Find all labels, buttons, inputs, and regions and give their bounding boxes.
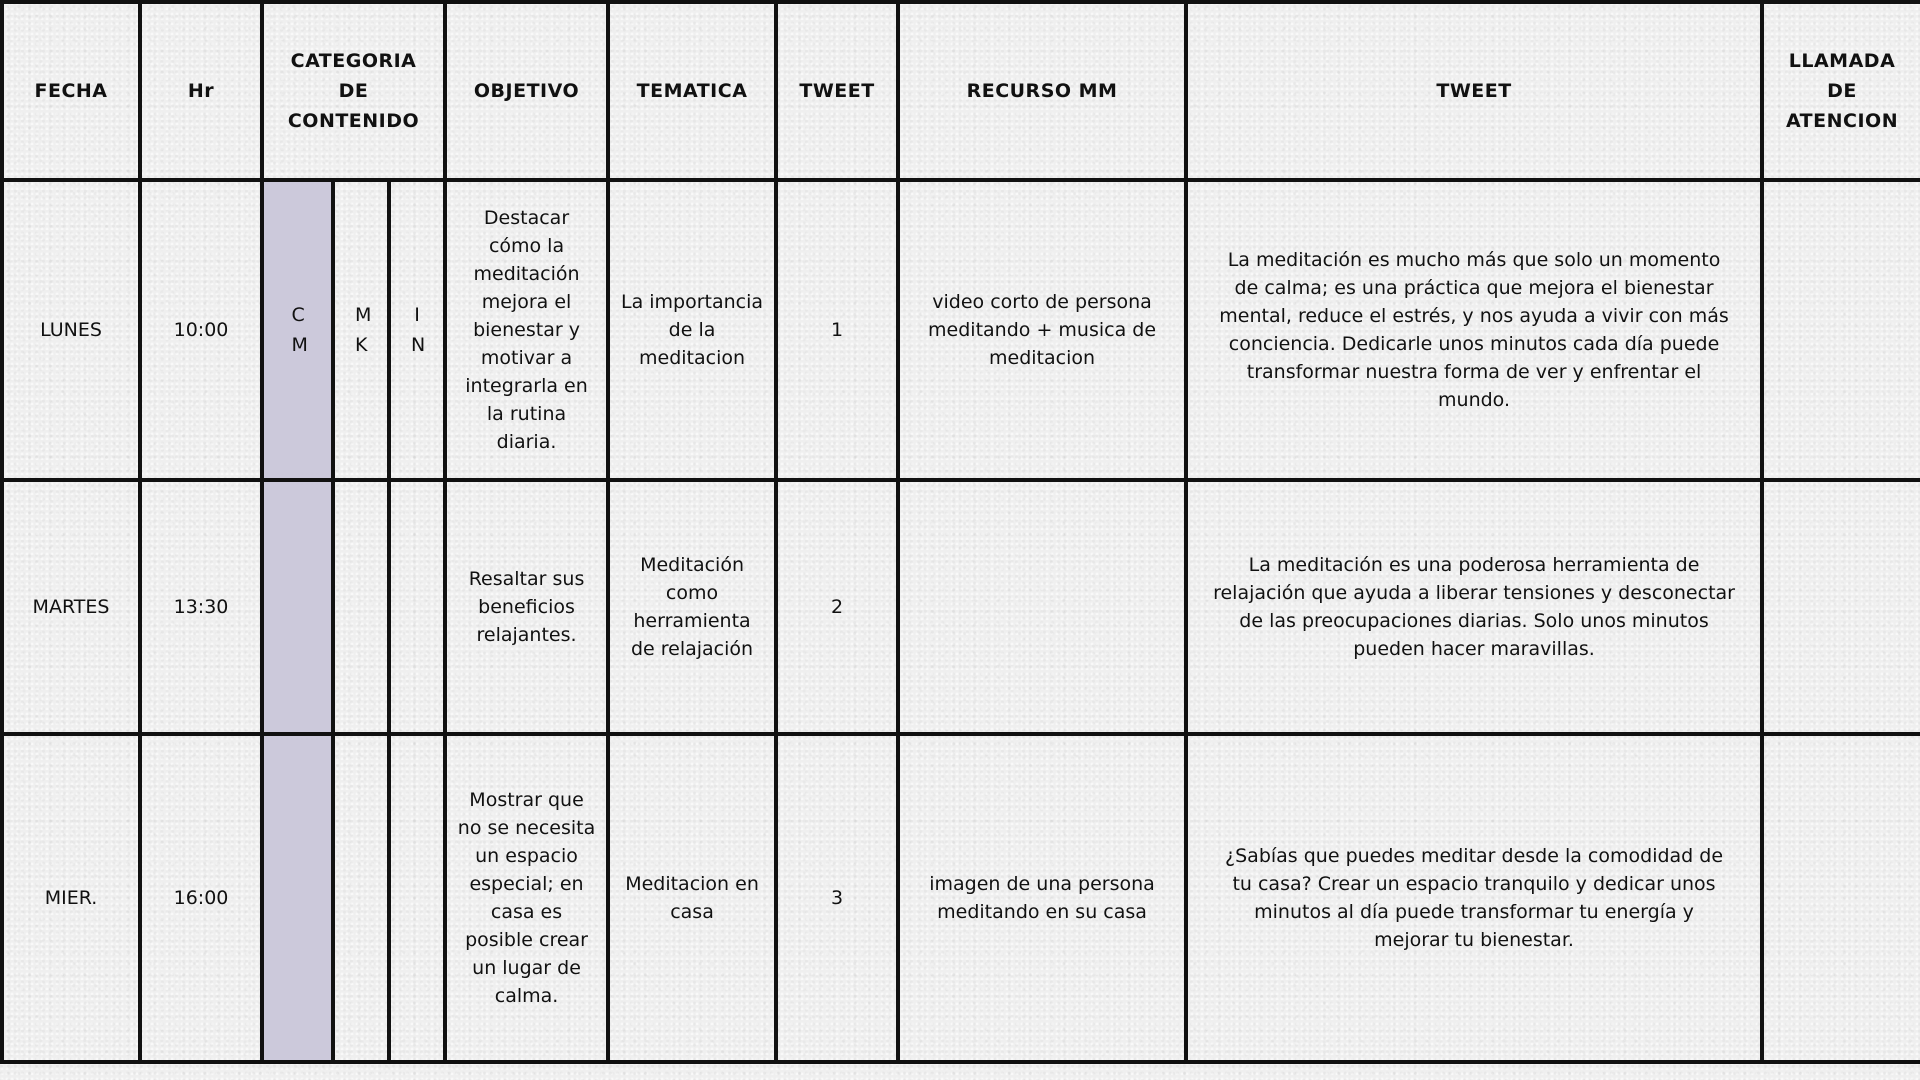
header-hr: Hr xyxy=(140,2,262,180)
tematica-cell: La importancia de la meditacion xyxy=(608,180,776,480)
category-mk-cell xyxy=(333,734,389,1062)
tweet-text-cell: La meditación es mucho más que solo un momento de calma; es una práctica que mejora el bienestar mental, reduce el estrés, y nos ayuda a vivir con más conciencia. Dedicarle unos minutos cada día puede transformar nuestra forma de ver y enfrentar el mundo. xyxy=(1186,180,1762,480)
category-mk-label: MK xyxy=(354,304,372,356)
category-cm-cell xyxy=(262,734,333,1062)
fecha-cell: LUNES xyxy=(2,180,140,480)
header-recurso: RECURSO MM xyxy=(898,2,1186,180)
header-fecha: FECHA xyxy=(2,2,140,180)
table-row xyxy=(2,180,1920,480)
objetivo-cell: Destacar cómo la meditación mejora el bienestar y motivar a integrarla en la rutina diaria. xyxy=(445,180,608,480)
tweet-number-cell: 1 xyxy=(776,180,898,480)
category-mk-cell xyxy=(333,180,389,480)
hora-cell: 13:30 xyxy=(140,480,262,734)
header-objetivo: OBJETIVO xyxy=(445,2,608,180)
header-row xyxy=(2,2,1920,180)
category-in-label: IN xyxy=(410,304,426,356)
hora-cell: 10:00 xyxy=(140,180,262,480)
fecha-cell: MARTES xyxy=(2,480,140,734)
category-cm-label: CM xyxy=(291,304,308,356)
header-llamada: LLAMADA DE ATENCION xyxy=(1762,2,1920,180)
tematica-cell: Meditacion en casa xyxy=(608,734,776,1062)
table-row xyxy=(2,480,1920,734)
header-tweet-number: TWEET xyxy=(776,2,898,180)
objetivo-cell: Mostrar que no se necesita un espacio especial; en casa es posible crear un lugar de calma. xyxy=(445,734,608,1062)
tweet-number-cell: 3 xyxy=(776,734,898,1062)
objetivo-cell: Resaltar sus beneficios relajantes. xyxy=(445,480,608,734)
category-mk-cell xyxy=(333,480,389,734)
category-in-cell xyxy=(389,180,445,480)
tweet-text-cell: ¿Sabías que puedes meditar desde la comodidad de tu casa? Crear un espacio tranquilo y dedicar unos minutos al día puede transformar tu energía y mejorar tu bienestar. xyxy=(1186,734,1762,1062)
llamada-cell xyxy=(1762,480,1920,734)
fecha-cell: MIER. xyxy=(2,734,140,1062)
tematica-cell: Meditación como herramienta de relajación xyxy=(608,480,776,734)
category-cm-cell xyxy=(262,480,333,734)
llamada-cell xyxy=(1762,180,1920,480)
category-in-cell xyxy=(389,734,445,1062)
tweet-number-cell: 2 xyxy=(776,480,898,734)
header-categoria: CATEGORIA DE CONTENIDO xyxy=(262,2,445,180)
hora-cell: 16:00 xyxy=(140,734,262,1062)
header-tweet: TWEET xyxy=(1186,2,1762,180)
llamada-cell xyxy=(1762,734,1920,1062)
header-tematica: TEMATICA xyxy=(608,2,776,180)
table-row xyxy=(2,734,1920,1062)
category-cm-cell xyxy=(262,180,333,480)
category-in-cell xyxy=(389,480,445,734)
recurso-cell xyxy=(898,480,1186,734)
recurso-cell: video corto de persona meditando + musica de meditacion xyxy=(898,180,1186,480)
tweet-text-cell: La meditación es una poderosa herramienta de relajación que ayuda a liberar tensiones y desconectar de las preocupaciones diarias. Solo unos minutos pueden hacer maravillas. xyxy=(1186,480,1762,734)
recurso-cell: imagen de una persona meditando en su casa xyxy=(898,734,1186,1062)
